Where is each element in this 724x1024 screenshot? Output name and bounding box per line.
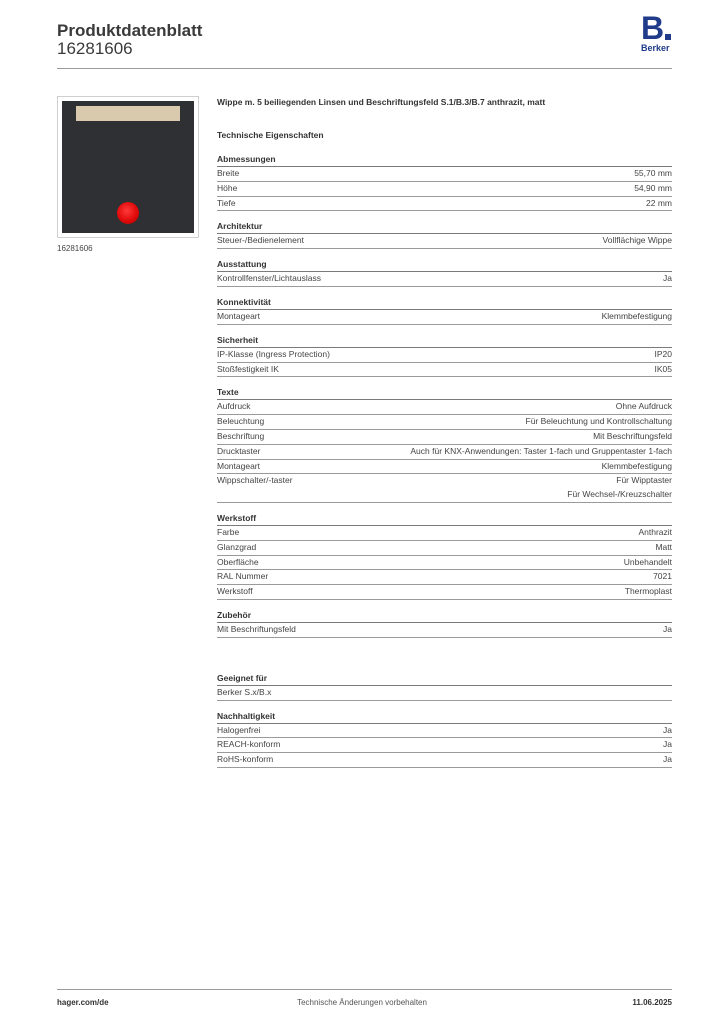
section-title: Konnektivität	[217, 297, 672, 310]
document-title: Produktdatenblatt	[57, 21, 203, 40]
spec-row	[217, 310, 672, 325]
spec-value-line: Für Wipptaster	[616, 475, 672, 486]
spec-value	[567, 474, 672, 502]
spec-value: Ja	[663, 739, 672, 750]
spec-value: Ja	[663, 754, 672, 765]
spec-value: Anthrazit	[638, 526, 672, 537]
logo-letter: B	[641, 10, 664, 46]
footer-date: 11.06.2025	[632, 998, 672, 1007]
spec-value: IK05	[654, 363, 672, 374]
spec-value: Mit Beschriftungsfeld	[593, 430, 672, 441]
spec-row	[217, 363, 672, 378]
spec-section	[217, 711, 672, 768]
product-description: Wippe m. 5 beiliegenden Linsen und Beschriftungsfeld S.1/B.3/B.7 anthrazit, matt	[217, 97, 546, 107]
spec-label: Oberfläche	[217, 556, 259, 567]
spec-value: Klemmbefestigung	[601, 460, 672, 471]
spec-label: Halogenfrei	[217, 724, 261, 735]
spec-label: Montageart	[217, 310, 260, 321]
section-title: Nachhaltigkeit	[217, 711, 672, 724]
section-title: Texte	[217, 387, 672, 400]
section-title: Architektur	[217, 221, 672, 234]
spec-label: Breite	[217, 168, 240, 178]
spec-row	[217, 623, 672, 638]
spec-row	[217, 541, 672, 556]
spec-value: IP20	[654, 348, 672, 359]
spec-row	[217, 585, 672, 600]
spec-row	[217, 724, 672, 739]
spec-value: Ja	[663, 724, 672, 735]
spec-label: Höhe	[217, 182, 238, 193]
article-number: 16281606	[57, 39, 133, 58]
spec-row	[217, 430, 672, 445]
spec-label: Berker S.x/B.x	[217, 686, 272, 697]
spec-section	[217, 297, 672, 325]
spec-section	[217, 610, 672, 638]
spec-row	[217, 526, 672, 541]
spec-label: Stoßfestigkeit IK	[217, 363, 279, 374]
spec-label: Farbe	[217, 526, 240, 537]
section-title: Ausstattung	[217, 259, 672, 272]
spec-section	[217, 259, 672, 287]
spec-value: Klemmbefestigung	[601, 310, 672, 321]
spec-row	[217, 753, 672, 768]
product-details	[217, 96, 672, 768]
spec-value: 55,70 mm	[634, 168, 672, 178]
spec-label: Glanzgrad	[217, 541, 257, 552]
spec-sections	[217, 154, 672, 768]
spec-label: RAL Nummer	[217, 571, 269, 582]
spec-label: Aufdruck	[217, 401, 251, 412]
spec-row	[217, 182, 672, 197]
spec-value: Für Beleuchtung und Kontrollschaltung	[525, 416, 672, 427]
footer-website: hager.com/de	[57, 998, 109, 1007]
spec-label: Beschriftung	[217, 430, 265, 441]
spec-row	[217, 570, 672, 585]
section-title: Abmessungen	[217, 154, 672, 167]
spec-value: Ja	[663, 273, 672, 284]
spec-row	[217, 556, 672, 571]
product-image	[57, 96, 199, 238]
spec-value: 22 mm	[646, 197, 672, 208]
tech-heading: Technische Eigenschaften	[217, 130, 324, 140]
spec-row	[217, 272, 672, 287]
logo-text: Berker	[641, 43, 670, 53]
spec-label: Drucktaster	[217, 445, 261, 456]
spec-row	[217, 197, 672, 212]
spec-label: Werkstoff	[217, 586, 253, 597]
section-title: Sicherheit	[217, 335, 672, 348]
spec-section	[217, 154, 672, 211]
spec-value: Unbehandelt	[623, 556, 672, 567]
spec-row	[217, 348, 672, 363]
spec-row	[217, 460, 672, 475]
spec-label: REACH-konform	[217, 739, 281, 750]
spec-section	[217, 513, 672, 600]
spec-value: Ohne Aufdruck	[615, 401, 672, 412]
spec-value: Thermoplast	[624, 586, 672, 597]
section-title: Geeignet für	[217, 673, 672, 686]
spec-value: Vollflächige Wippe	[602, 235, 672, 246]
spec-label: Steuer-/Bedienelement	[217, 235, 304, 246]
spec-row	[217, 167, 672, 182]
spec-label: Mit Beschriftungsfeld	[217, 623, 296, 634]
spec-section	[217, 387, 672, 503]
footer-divider	[57, 989, 672, 990]
spec-label: Kontrollfenster/Lichtauslass	[217, 273, 321, 284]
spec-row	[217, 415, 672, 430]
spec-value: Ja	[663, 623, 672, 634]
spec-value-line: Für Wechsel-/Kreuzschalter	[567, 489, 672, 500]
logo-dot	[665, 34, 671, 40]
spec-value: 7021	[653, 571, 672, 582]
spec-row	[217, 738, 672, 753]
spec-row	[217, 686, 672, 701]
spec-value: 54,90 mm	[634, 182, 672, 193]
label-field	[76, 106, 180, 121]
spec-label: Beleuchtung	[217, 416, 265, 427]
spec-section	[217, 673, 672, 701]
spec-label: Tiefe	[217, 197, 236, 208]
spec-value: Matt	[655, 541, 672, 552]
spec-row	[217, 234, 672, 249]
section-title: Zubehör	[217, 610, 672, 623]
berker-logo	[640, 10, 674, 54]
footer-disclaimer: Technische Änderungen vorbehalten	[297, 998, 427, 1007]
spec-section	[217, 221, 672, 249]
spec-row	[217, 474, 672, 503]
spec-row	[217, 400, 672, 415]
spec-value: Auch für KNX-Anwendungen: Taster 1-fach und Gruppentaster 1-fach	[410, 445, 672, 456]
spec-label: Montageart	[217, 460, 260, 471]
spec-row	[217, 445, 672, 460]
spec-section	[217, 335, 672, 378]
image-caption: 16281606	[57, 244, 93, 253]
header-divider	[57, 68, 672, 69]
spec-label: Wippschalter/-taster	[217, 475, 293, 486]
section-title: Werkstoff	[217, 513, 672, 526]
spec-label: RoHS-konform	[217, 754, 274, 765]
red-lens	[117, 202, 139, 224]
spec-label: IP-Klasse (Ingress Protection)	[217, 348, 330, 359]
rocker-plate	[62, 101, 194, 233]
